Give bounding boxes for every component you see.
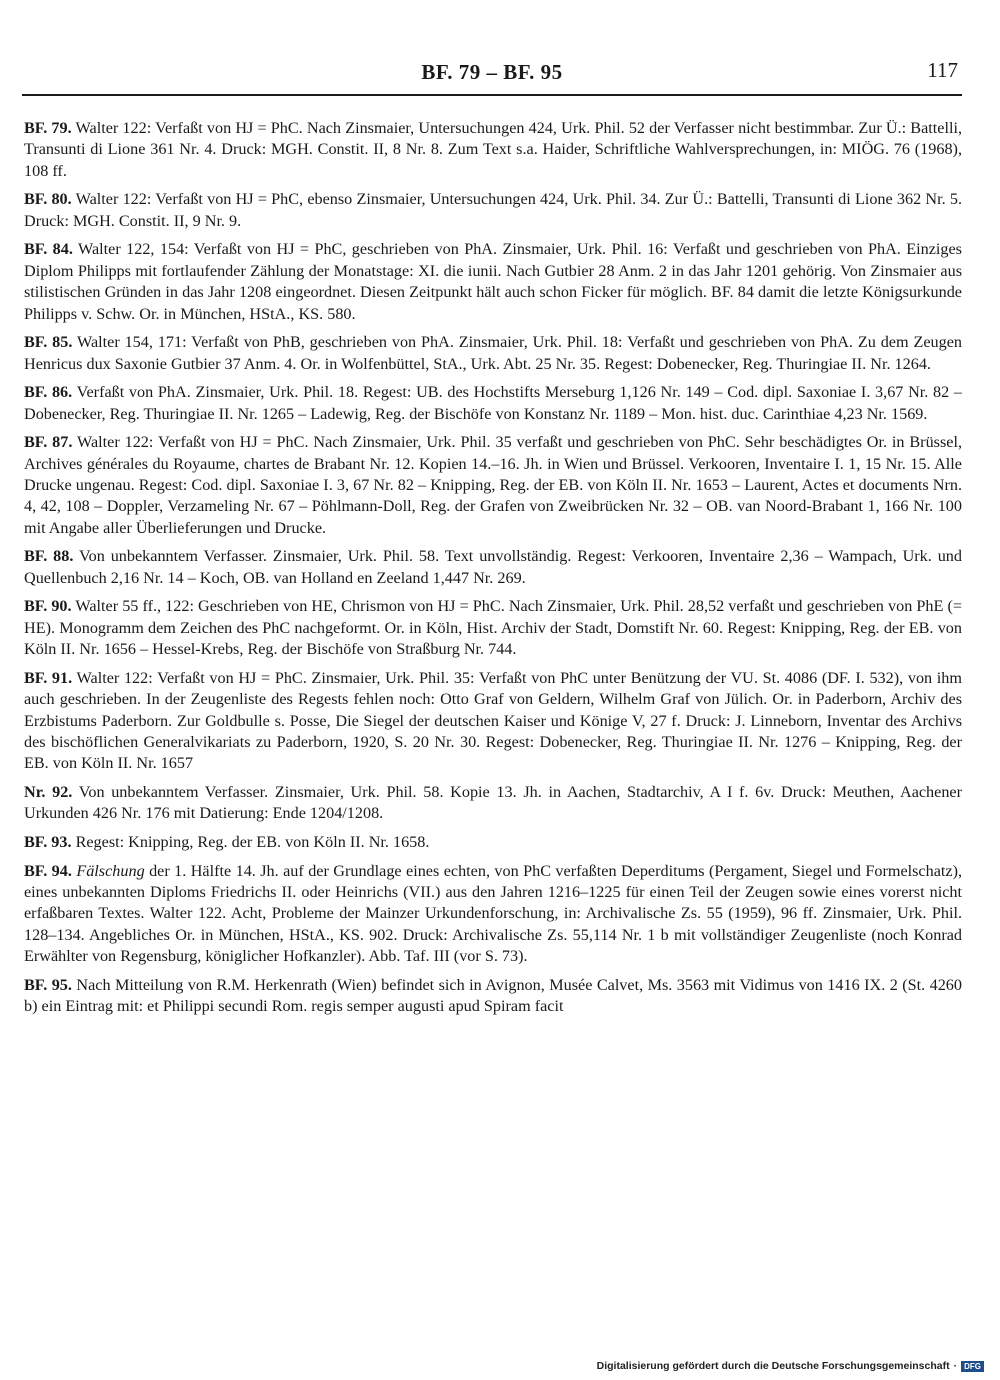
entry-bf-80	[24, 189, 962, 232]
entry-bf-93	[24, 832, 962, 853]
entry-siglum: BF. 84.	[24, 240, 73, 259]
entry-siglum: BF. 88.	[24, 547, 74, 566]
entry-text: Walter 122: Verfaßt von HJ = PhC. Zinsmaier, Urk. Phil. 35: Verfaßt von PhC unter Benützung der VU. St. 4086 (DF. I. 532), von ihm auch geschrieben. In der Zeugenliste des Regests fehlen noch: Otto Graf von Geldern, Wilhelm Graf von Jülich. Or. in Paderborn, Archiv des Erzbistums Paderborn. Zur Goldbulle s. Posse, Die Siegel der deutschen Kaiser und Könige V, 27 f. Druck: J. Linneborn, Inventar des Archivs des bischöflichen Generalvikariats zu Paderborn, 1920, S. 20 Nr. 30. Regest: Dobenecker, Reg. Thuringiae II. Nr. 1276 – Knipping, Reg. der EB. von Köln II. Nr. 1657	[24, 668, 962, 773]
entry-siglum: BF. 90.	[24, 597, 72, 616]
entry-text: Walter 154, 171: Verfaßt von PhB, geschrieben von PhA. Zinsmaier, Urk. Phil. 18: Verfaßt und geschrieben von PhA. Zu dem Zeugen Henricus dux Saxonie Gutbier 37 Anm. 4. Or. in Wolfenbüttel, StA., Urk. Abt. 25 Nr. 35. Regest: Dobenecker, Reg. Thuringiae II. Nr. 1264.	[24, 333, 962, 373]
dfg-logo-icon: DFG	[961, 1361, 984, 1372]
entry-bf-86	[24, 382, 962, 425]
entry-bf-91	[24, 668, 962, 775]
entry-bf-87	[24, 432, 962, 539]
entry-bf-90	[24, 596, 962, 660]
entry-text: Walter 122, 154: Verfaßt von HJ = PhC, geschrieben von PhA. Zinsmaier, Urk. Phil. 16: Verfaßt und geschrieben von PhA. Einziges Diplom Philipps mit fortlaufender Zählung der Monatstage: XI. die iunii. Nach Gutbier 28 Anm. 2 in das Jahr 1201 gehörig. Von Zinsmaier aus stilistischen Gründen in das Jahr 1208 eingeordnet. Diesen Zeitpunkt hält auch schon Ficker für möglich. BF. 84 damit die letzte Königsurkunde Philipps v. Schw. Or. in München, HStA., KS. 580.	[24, 240, 962, 323]
entry-siglum: BF. 79.	[24, 119, 72, 137]
entry-bf-84	[24, 239, 962, 325]
entry-siglum: BF. 95.	[24, 975, 72, 994]
entries-list	[24, 118, 962, 1025]
entry-siglum: BF. 87.	[24, 433, 73, 452]
entry-text: Walter 55 ff., 122: Geschrieben von HE, Chrismon von HJ = PhC. Nach Zinsmaier, Urk. Phil. 28,52 verfaßt und geschrieben von PhE (= HE). Monogramm dem Zeichen des PhC nachgeformt. Or. in Köln, Hist. Archiv der Stadt, Domstift Nr. 60. Regest: Knipping, Reg. der EB. von Köln II. Nr. 1656 – Hessel-Krebs, Reg. der Bischöfe von Straßburg Nr. 744.	[24, 597, 962, 659]
entry-text: Walter 122: Verfaßt von HJ = PhC. Nach Zinsmaier, Urk. Phil. 35 verfaßt und geschrieben von PhC. Sehr beschädigtes Or. in Brüssel, Archives générales du Royaume, chartes de Brabant Nr. 12. Kopien 14.–16. Jh. in Wien und Brüssel. Verkooren, Inventaire I. 1, 15 Nr. 15. Alle Drucke ungenau. Regest: Cod. dipl. Saxoniae I. 3, 67 Nr. 82 – Knipping, Reg. der EB. von Köln II. Nr. 1653 – Laurent, Actes et documents Nrn. 4, 42, 108 – Doppler, Verzameling Nr. 67 – Pöhlmann-Doll, Reg. der Grafen von Zweibrücken Nr. 32 – OB. van Noord-Brabant 1, 166 Nr. 100 mit Angabe aller Überlieferungen und Drucke.	[24, 433, 962, 537]
entry-siglum: BF. 91.	[24, 668, 73, 687]
entry-text: Nach Mitteilung von R.M. Herkenrath (Wien) befindet sich in Avignon, Musée Calvet, Ms. 3563 mit Vidimus von 1416 IX. 2 (St. 4260 b) ein Eintrag mit: et Philippi secundi Rom. regis semper augusti apud Spiram facit	[24, 975, 962, 1016]
entry-bf-79	[24, 118, 962, 182]
entry-siglum: BF. 94.	[24, 861, 72, 880]
entry-siglum: BF. 93.	[24, 833, 72, 852]
running-head: BF. 79 – BF. 95	[421, 60, 563, 84]
footer-credit-text: Digitalisierung gefördert durch die Deutsche Forschungsgemeinschaft	[596, 1360, 950, 1372]
entry-text: der 1. Hälfte 14. Jh. auf der Grundlage eines echten, von PhC verfaßten Deperditums (Pergament, Siegel und Formelschatz), eines unbekannten Diploms Friedrichs II. oder Heinrichs (VII.) aus den Jahren 1216–1225 für einen Teil der Zeugen sowie eines vorerst nicht erfaßbaren Textes. Walter 122. Acht, Probleme der Mainzer Urkundenforschung, in: Archivalische Zs. 55 (1959), 96 ff. Zinsmaier, Urk. Phil. 128–134. Angebliches Or. in München, HStA., KS. 902. Druck: Archivalische Zs. 55,114 Nr. 1 b mit vollständiger Zeugenliste (noch Konrad Erwählter von Regensburg, königlicher Hofkanzler). Abb. Taf. III (vor S. 73).	[24, 861, 963, 966]
entry-bf-95	[24, 975, 962, 1018]
page-number: 117	[927, 58, 958, 82]
entry-siglum: BF. 86.	[24, 383, 73, 402]
entry-bf-85	[24, 332, 962, 375]
page-header	[22, 58, 962, 96]
entry-nr-92	[24, 782, 962, 825]
entry-bf-88	[24, 546, 962, 589]
entry-text: Regest: Knipping, Reg. der EB. von Köln II. Nr. 1658.	[71, 833, 430, 852]
entry-siglum: BF. 85.	[24, 333, 73, 352]
entry-siglum: Nr. 92.	[24, 783, 73, 802]
entry-text: Von unbekanntem Verfasser. Zinsmaier, Urk. Phil. 58. Kopie 13. Jh. in Aachen, Stadtarchiv, A I f. 6v. Druck: Meuthen, Aachener Urkunden 426 Nr. 176 mit Datierung: Ende 1204/1208.	[24, 783, 963, 823]
entry-siglum: BF. 80.	[24, 190, 72, 209]
entry-text: Walter 122: Verfaßt von HJ = PhC. Nach Zinsmaier, Untersuchungen 424, Urk. Phil. 52 der Verfasser nicht bestimmbar. Zur Ü.: Battelli, Transunti di Lione 361 Nr. 4. Druck: MGH. Constit. II, 8 Nr. 8. Zum Text s.a. Haider, Schriftliche Wahlversprechungen, in: MIÖG. 76 (1968), 108 ff.	[24, 119, 962, 180]
entry-text: Von unbekanntem Verfasser. Zinsmaier, Urk. Phil. 58. Text unvollständig. Regest: Verkooren, Inventaire 2,36 – Wampach, Urk. und Quellenbuch 2,16 Nr. 14 – Koch, OB. van Holland en Zeeland 1,447 Nr. 269.	[24, 547, 962, 587]
footer-credit	[597, 1360, 984, 1372]
entry-italic-term: Fälschung	[76, 861, 145, 880]
entry-bf-94	[24, 861, 962, 968]
entry-text: Walter 122: Verfaßt von HJ = PhC, ebenso Zinsmaier, Untersuchungen 424, Urk. Phil. 34. Zur Ü.: Battelli, Transunti di Lione 362 Nr. 5. Druck: MGH. Constit. II, 9 Nr. 9.	[24, 190, 962, 230]
entry-text: Verfaßt von PhA. Zinsmaier, Urk. Phil. 18. Regest: UB. des Hochstifts Merseburg 1,126 Nr. 149 – Cod. dipl. Saxoniae I. 3,67 Nr. 82 – Dobenecker, Reg. Thuringiae II. Nr. 1265 – Ladewig, Reg. der Bischöfe von Konstanz Nr. 1189 – Mon. hist. duc. Carinthiae 4,23 Nr. 1569.	[24, 383, 963, 423]
footer-separator: ·	[953, 1360, 958, 1372]
